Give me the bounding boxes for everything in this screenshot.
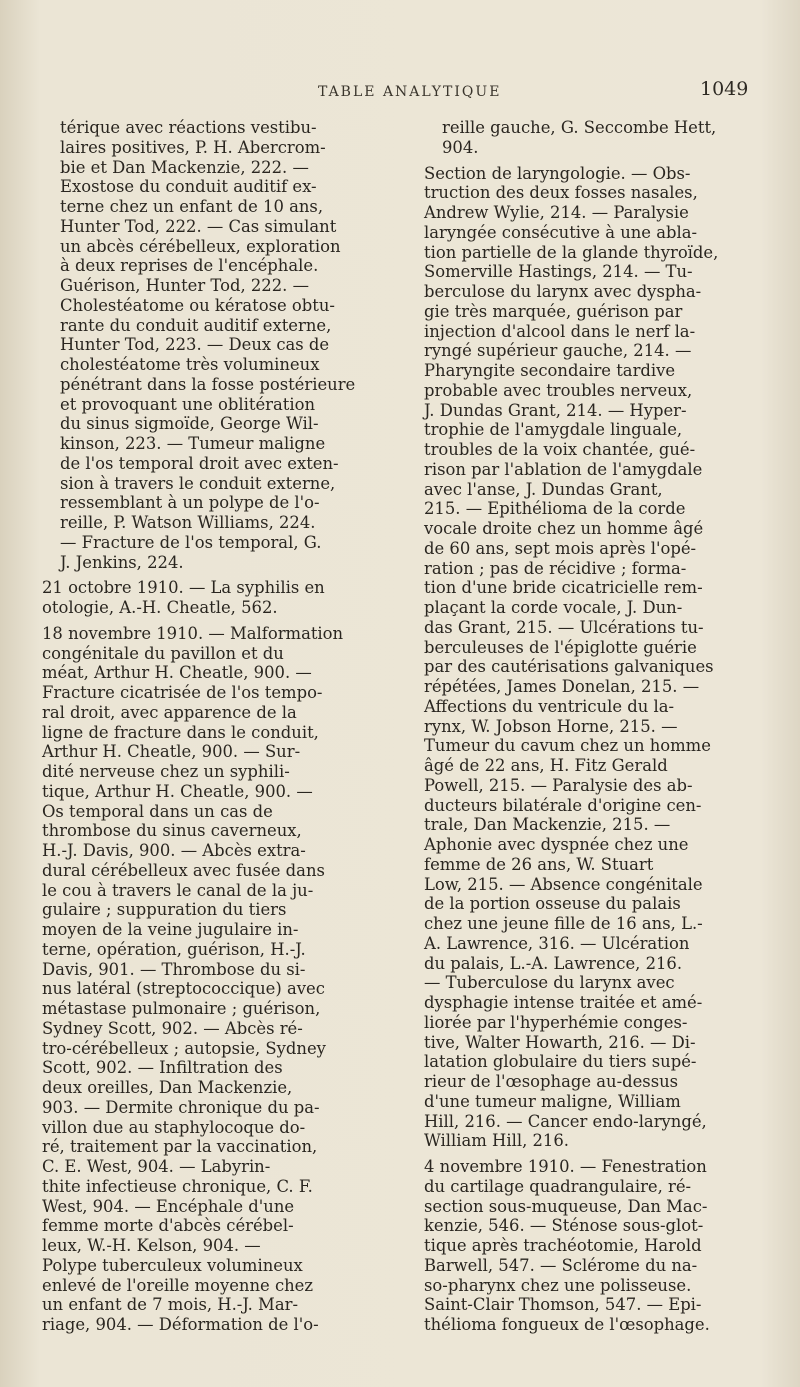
- text-line: 904.: [442, 137, 479, 157]
- index-entry-continuation: [42, 118, 394, 572]
- text-line: du sinus sigmoïde, George Wil-: [60, 414, 319, 434]
- text-line: méat, Arthur H. Cheatle, 900. —: [42, 663, 312, 683]
- text-line: Pharyngite secondaire tardive: [424, 361, 676, 380]
- text-line: enlevé de l'oreille moyenne chez: [42, 1275, 314, 1295]
- text-line: rison par l'ablation de l'amygdale: [424, 459, 703, 479]
- text-line: Fracture cicatrisée de l'os tempo-: [42, 683, 323, 702]
- text-line: térique avec réactions vestibu-: [60, 118, 317, 137]
- text-line: Polype tuberculeux volumineux: [42, 1255, 303, 1275]
- text-line: J. Jenkins, 224.: [60, 552, 184, 572]
- text-line: rieur de l'œsophage au-dessus: [424, 1072, 679, 1091]
- index-entry-continuation: [424, 118, 774, 158]
- text-line: laires positives, P. H. Abercrom-: [60, 137, 326, 157]
- text-line: dité nerveuse chez un syphili-: [42, 762, 290, 781]
- text-line: kenzie, 546. — Sténose sous-glot-: [424, 1216, 704, 1236]
- text-line: Andrew Wylie, 214. — Paralysie: [424, 203, 689, 222]
- text-line: tro-cérébelleux ; autopsie, Sydney: [42, 1038, 326, 1058]
- text-line: J. Dundas Grant, 214. — Hyper-: [424, 400, 687, 420]
- text-line: Affections du ventricule du la-: [424, 696, 675, 716]
- index-entry: [42, 624, 394, 1335]
- text-line: thite infectieuse chronique, C. F.: [42, 1176, 313, 1196]
- text-line: tion d'une bride cicatricielle rem-: [424, 578, 703, 598]
- text-line: Barwell, 547. — Sclérome du na-: [424, 1255, 698, 1275]
- text-line: Exostose du conduit auditif ex-: [60, 177, 317, 197]
- index-entry: [424, 1157, 774, 1335]
- text-line: métastase pulmonaire ; guérison,: [42, 999, 321, 1018]
- text-line: pénétrant dans la fosse postérieure: [60, 374, 356, 394]
- text-line: reille gauche, G. Seccombe Hett,: [442, 118, 717, 137]
- text-line: par des cautérisations galvaniques: [424, 657, 714, 677]
- text-line: rynx, W. Jobson Horne, 215. —: [424, 716, 678, 736]
- text-line: ryngé supérieur gauche, 214. —: [424, 341, 692, 361]
- text-line: trale, Dan Mackenzie, 215. —: [424, 815, 671, 835]
- text-line: Davis, 901. — Thrombose du si-: [42, 959, 306, 979]
- text-line: à deux reprises de l'encéphale.: [60, 256, 319, 276]
- text-line: H.-J. Davis, 900. — Abcès extra-: [42, 841, 306, 860]
- text-line: femme morte d'abcès cérébel-: [42, 1216, 294, 1236]
- text-line: congénitale du pavillon et du: [42, 643, 284, 663]
- text-line: leux, W.-H. Kelson, 904. —: [42, 1236, 261, 1255]
- index-entry: [42, 578, 394, 618]
- text-line: dysphagie intense traitée et amé-: [424, 993, 703, 1012]
- text-line: section sous-muqueuse, Dan Mac-: [424, 1196, 708, 1216]
- text-line: so-pharynx chez une polisseuse.: [424, 1275, 692, 1295]
- text-line: Hill, 216. — Cancer endo-laryngé,: [424, 1111, 707, 1131]
- text-line: Os temporal dans un cas de: [42, 801, 273, 821]
- text-line: ration ; pas de récidive ; forma-: [424, 558, 687, 578]
- text-line: kinson, 223. — Tumeur maligne: [60, 434, 326, 453]
- text-line: A. Lawrence, 316. — Ulcération: [424, 933, 690, 953]
- text-line: cholestéatome très volumineux: [60, 355, 320, 374]
- text-line: Powell, 215. — Paralysie des ab-: [424, 775, 693, 795]
- text-line: C. E. West, 904. — Labyrin-: [42, 1157, 271, 1176]
- text-line: du cartilage quadrangulaire, ré-: [424, 1176, 692, 1196]
- text-line: deux oreilles, Dan Mackenzie,: [42, 1078, 293, 1097]
- text-line: Hunter Tod, 223. — Deux cas de: [60, 335, 330, 355]
- text-line: Cholestéatome ou kératose obtu-: [60, 295, 335, 315]
- page-number: 1049: [700, 78, 749, 100]
- text-line: et provoquant une oblitération: [60, 394, 316, 414]
- text-line: berculeuses de l'épiglotte guérie: [424, 637, 697, 657]
- text-line: — Tuberculose du larynx avec: [424, 973, 675, 993]
- text-line: injection d'alcool dans le nerf la-: [424, 321, 696, 341]
- text-line: dural cérébelleux avec fusée dans: [42, 860, 325, 880]
- text-line: otologie, A.-H. Cheatle, 562.: [42, 598, 278, 617]
- text-line: Guérison, Hunter Tod, 222. —: [60, 276, 309, 295]
- text-line: un abcès cérébelleux, exploration: [60, 236, 341, 256]
- text-line: ligne de fracture dans le conduit,: [42, 722, 319, 742]
- text-line: rante du conduit auditif externe,: [60, 315, 332, 335]
- text-line: trophie de l'amygdale linguale,: [424, 420, 683, 440]
- text-line: répétées, James Donelan, 215. —: [424, 677, 700, 696]
- text-line: 215. — Epithélioma de la corde: [424, 499, 686, 519]
- text-line: de l'os temporal droit avec exten-: [60, 453, 339, 473]
- text-line: — Fracture de l'os temporal, G.: [60, 532, 322, 552]
- text-line: de 60 ans, sept mois après l'opé-: [424, 538, 697, 558]
- text-line: 21 octobre 1910. — La syphilis en: [42, 578, 325, 598]
- text-line: tique, Arthur H. Cheatle, 900. —: [42, 781, 313, 801]
- running-title: TABLE ANALYTIQUE: [318, 84, 502, 100]
- text-line: Somerville Hastings, 214. — Tu-: [424, 262, 693, 282]
- text-line: 4 novembre 1910. — Fenestration: [424, 1157, 707, 1176]
- page-header: [0, 78, 800, 108]
- text-line: tique après trachéotomie, Harold: [424, 1236, 702, 1255]
- text-line: ré, traitement par la vaccination,: [42, 1137, 318, 1157]
- text-line: Hunter Tod, 222. — Cas simulant: [60, 216, 337, 236]
- text-line: thélioma fongueux de l'œsophage.: [424, 1315, 710, 1334]
- text-line: femme de 26 ans, W. Stuart: [424, 854, 654, 874]
- text-line: laryngée consécutive à une abla-: [424, 222, 698, 242]
- text-line: truction des deux fosses nasales,: [424, 183, 698, 203]
- text-line: reille, P. Watson Williams, 224.: [60, 513, 316, 532]
- text-line: Section de laryngologie. — Obs-: [424, 163, 691, 183]
- text-line: Arthur H. Cheatle, 900. — Sur-: [42, 742, 301, 762]
- text-line: nus latéral (streptococcique) avec: [42, 979, 325, 999]
- right-column: [424, 118, 774, 1341]
- text-line: tive, Walter Howarth, 216. — Di-: [424, 1032, 696, 1052]
- text-line: de la portion osseuse du palais: [424, 894, 681, 914]
- left-column: [42, 118, 394, 1341]
- text-line: 903. — Dermite chronique du pa-: [42, 1097, 320, 1117]
- text-line: West, 904. — Encéphale d'une: [42, 1196, 295, 1216]
- text-line: Aphonie avec dyspnée chez une: [424, 835, 689, 854]
- text-line: le cou à travers le canal de la ju-: [42, 880, 314, 900]
- text-line: Scott, 902. — Infiltration des: [42, 1058, 283, 1078]
- text-line: villon due au staphylocoque do-: [42, 1117, 306, 1137]
- text-line: das Grant, 215. — Ulcérations tu-: [424, 617, 704, 637]
- text-line: Low, 215. — Absence congénitale: [424, 874, 703, 894]
- text-line: ressemblant à un polype de l'o-: [60, 493, 320, 513]
- text-line: sion à travers le conduit externe,: [60, 473, 336, 493]
- text-line: vocale droite chez un homme âgé: [424, 519, 704, 538]
- text-line: ral droit, avec apparence de la: [42, 702, 297, 722]
- index-entry: [424, 164, 774, 1152]
- text-line: d'une tumeur maligne, William: [424, 1091, 681, 1111]
- text-line: terne, opération, guérison, H.-J.: [42, 939, 306, 959]
- text-line: riage, 904. — Déformation de l'o-: [42, 1315, 319, 1334]
- text-line: thrombose du sinus caverneux,: [42, 821, 302, 841]
- text-line: William Hill, 216.: [424, 1131, 569, 1151]
- text-line: chez une jeune fille de 16 ans, L.-: [424, 914, 703, 933]
- text-line: bie et Dan Mackenzie, 222. —: [60, 157, 309, 177]
- text-line: un enfant de 7 mois, H.-J. Mar-: [42, 1295, 298, 1315]
- text-line: latation globulaire du tiers supé-: [424, 1052, 697, 1072]
- text-line: ducteurs bilatérale d'origine cen-: [424, 795, 702, 815]
- text-line: du palais, L.-A. Lawrence, 216.: [424, 953, 683, 973]
- text-line: avec l'anse, J. Dundas Grant,: [424, 479, 663, 499]
- text-line: Saint-Clair Thomson, 547. — Epi-: [424, 1295, 702, 1315]
- text-line: 18 novembre 1910. — Malformation: [42, 623, 344, 643]
- text-line: berculose du larynx avec dyspha-: [424, 282, 702, 301]
- text-line: troubles de la voix chantée, gué-: [424, 440, 696, 459]
- text-line: probable avec troubles nerveux,: [424, 380, 693, 400]
- text-line: terne chez un enfant de 10 ans,: [60, 197, 324, 216]
- text-line: gulaire ; suppuration du tiers: [42, 900, 287, 920]
- text-line: Sydney Scott, 902. — Abcès ré-: [42, 1018, 303, 1038]
- text-line: tion partielle de la glande thyroïde,: [424, 242, 719, 262]
- text-line: moyen de la veine jugulaire in-: [42, 920, 299, 939]
- text-line: âgé de 22 ans, H. Fitz Gerald: [424, 756, 668, 775]
- text-line: plaçant la corde vocale, J. Dun-: [424, 598, 683, 617]
- text-line: Tumeur du cavum chez un homme: [424, 736, 711, 756]
- text-line: gie très marquée, guérison par: [424, 301, 683, 321]
- text-line: liorée par l'hyperhémie conges-: [424, 1012, 688, 1032]
